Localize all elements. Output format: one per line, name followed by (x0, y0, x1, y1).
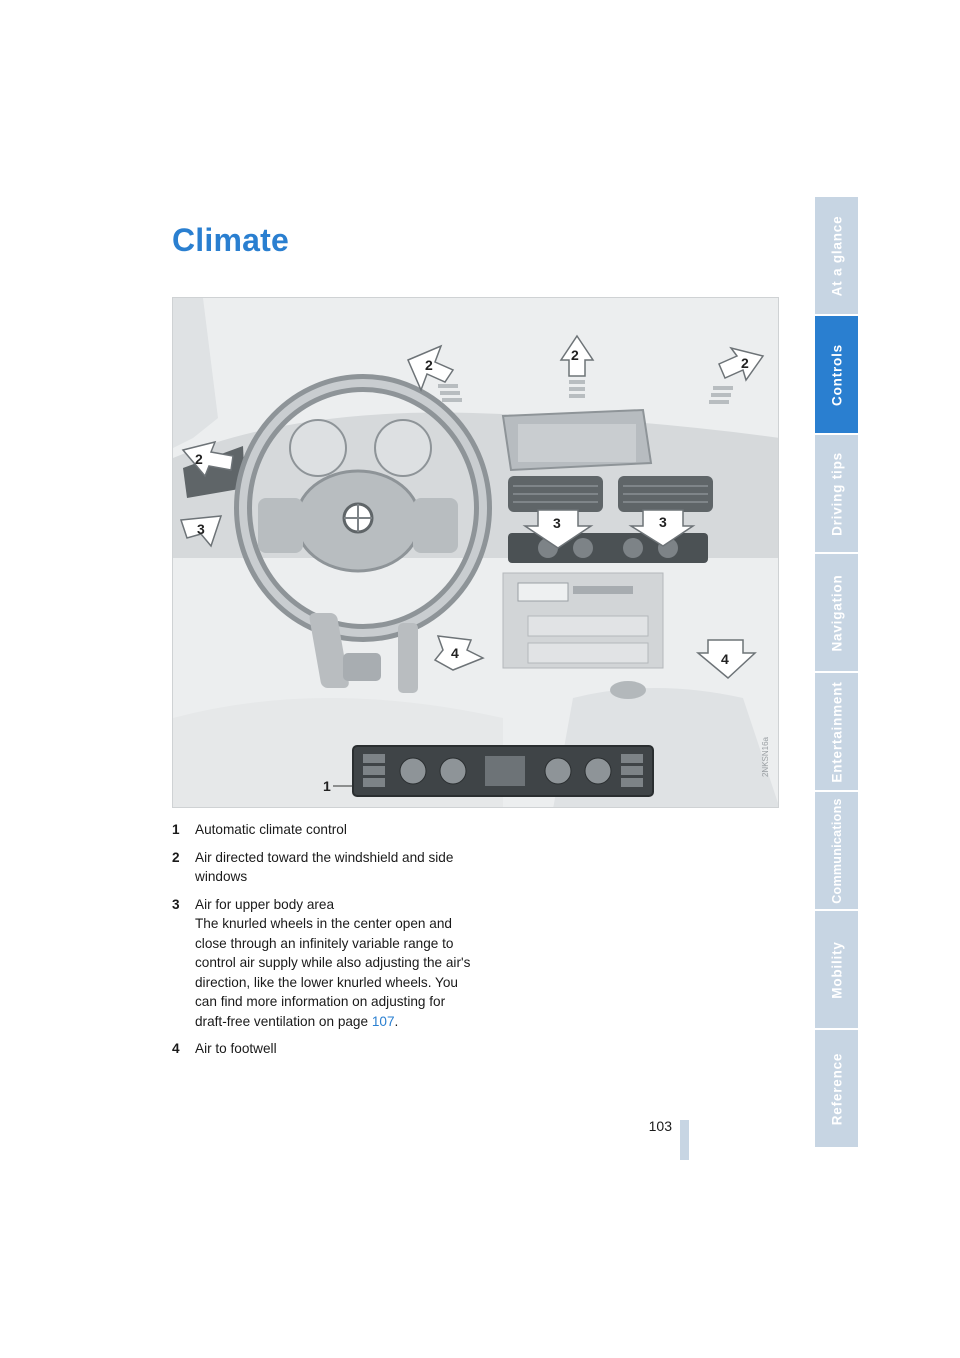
tab-label: Entertainment (829, 680, 844, 783)
tab-driving-tips[interactable] (815, 435, 858, 554)
legend-detail-end: . (394, 1013, 399, 1029)
legend-number: 1 (172, 822, 180, 837)
legend-detail (195, 914, 472, 1031)
tab-controls[interactable] (815, 316, 858, 435)
callout-3-center: 3 (553, 515, 561, 531)
legend-item (172, 848, 472, 887)
page-title: Climate (172, 222, 289, 258)
tab-at-a-glance[interactable] (815, 197, 858, 316)
page-link[interactable]: 107 (371, 1013, 395, 1029)
tab-label: Navigation (829, 573, 844, 652)
legend-text: Air to footwell (195, 1041, 277, 1056)
legend-text: Air directed toward the windshield and side windows (195, 849, 454, 884)
legend-item (172, 1039, 472, 1059)
legend-number: 3 (172, 896, 180, 912)
tab-label: Mobility (829, 940, 844, 999)
legend-text: Air for upper body area (195, 896, 335, 912)
callout-3-left: 3 (197, 521, 205, 537)
tab-label: Driving tips (829, 451, 844, 536)
callout-3-right: 3 (659, 514, 667, 530)
callout-4-left: 4 (451, 645, 459, 661)
legend-text: Automatic climate control (195, 822, 347, 837)
figure-code: 2NKSN16a (761, 736, 770, 777)
tab-label: Communications (829, 797, 844, 904)
tab-label: Reference (829, 1052, 844, 1125)
callout-2-left: 2 (425, 357, 433, 373)
tab-entertainment[interactable] (815, 673, 858, 792)
tab-communications[interactable] (815, 792, 858, 911)
legend-number: 2 (172, 849, 180, 865)
callout-2-center: 2 (571, 347, 579, 363)
section-tabs (815, 197, 858, 1160)
tab-navigation[interactable] (815, 554, 858, 673)
callout-2-side: 2 (195, 451, 203, 467)
legend-item (172, 820, 472, 840)
legend-detail-text: The knurled wheels in the center open and close through an infinitely variable range to control air supply while also adjusting the air's direction, like the lower knurled wheels. You can find more information on adjusting for draft-free ventilation on page (195, 916, 471, 1029)
tab-reference[interactable] (815, 1030, 858, 1149)
callout-1: 1 (323, 778, 331, 794)
legend-item (172, 895, 472, 1032)
callout-4-right: 4 (721, 651, 729, 667)
tab-mobility[interactable] (815, 911, 858, 1030)
dashboard-illustration (172, 297, 779, 808)
tab-label: Controls (829, 343, 844, 406)
page-marker (680, 1120, 689, 1160)
tab-label: At a glance (829, 215, 844, 296)
callout-2-right: 2 (741, 355, 749, 371)
legend-number: 4 (172, 1041, 180, 1056)
page-number: 103 (648, 1118, 672, 1134)
figure-legend (172, 820, 472, 1067)
